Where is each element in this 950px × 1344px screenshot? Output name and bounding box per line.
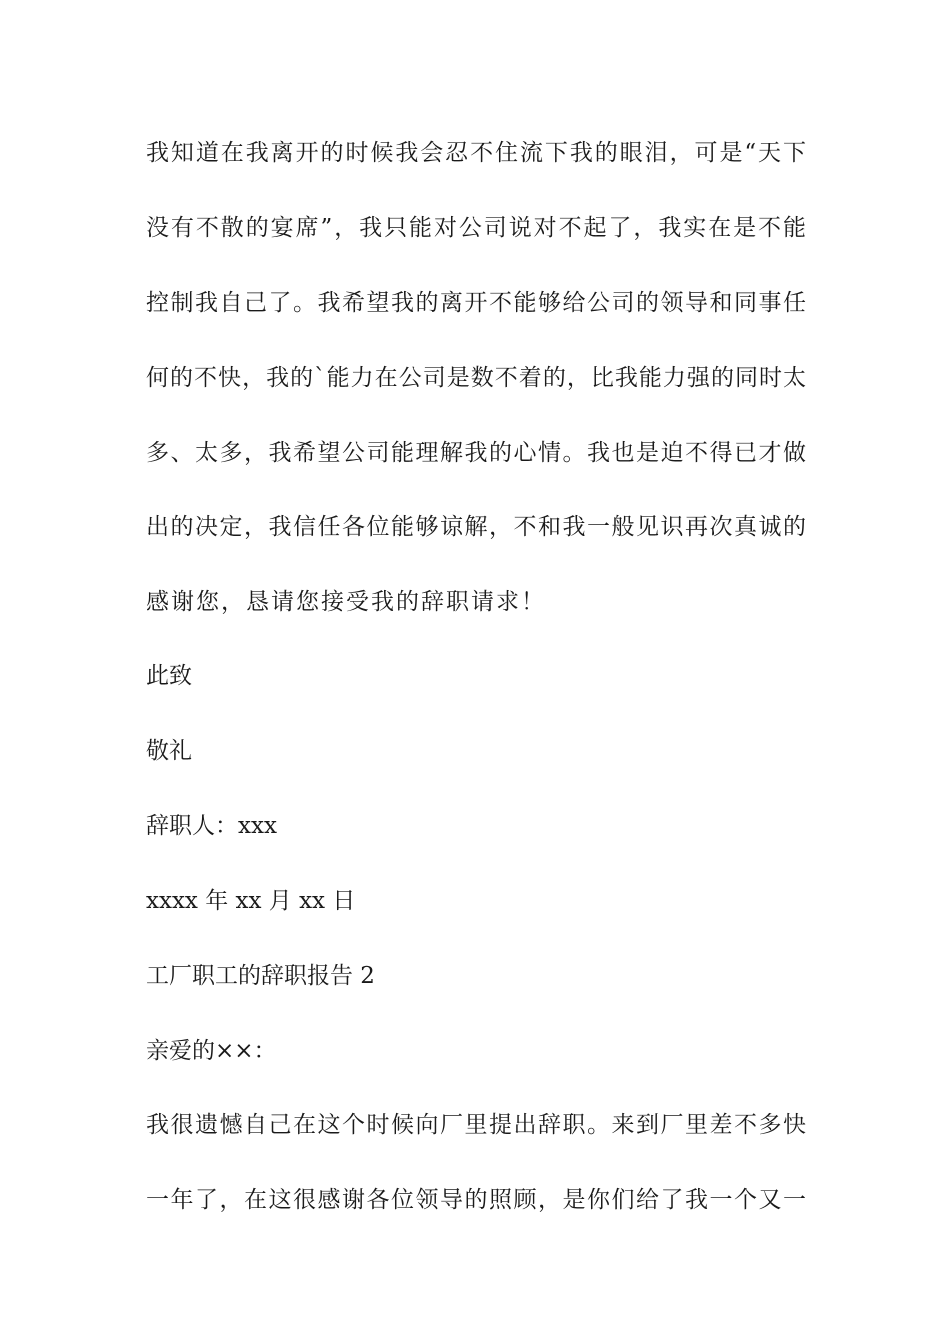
- paragraph-line: 没有不散的宴席”，我只能对公司说对不起了，我实在是不能: [146, 215, 806, 241]
- closing-text: 此致: [146, 663, 192, 689]
- section-title: 工厂职工的辞职报告 2: [146, 963, 375, 989]
- date-text: xxxx 年 xx 月 xx 日: [146, 888, 356, 914]
- paragraph-line: 一年了，在这很感谢各位领导的照顾，是你们给了我一个又一: [146, 1187, 806, 1213]
- paragraph-line: 感谢您，恳请您接受我的辞职请求！: [146, 589, 546, 615]
- paragraph-line: 控制我自己了。我希望我的离开不能够给公司的领导和同事任: [146, 290, 806, 316]
- paragraph-line: 出的决定，我信任各位能够谅解，不和我一般见识再次真诚的: [146, 514, 806, 540]
- greeting-text: 亲爱的××：: [146, 1038, 277, 1064]
- paragraph-line: 多、太多，我希望公司能理解我的心情。我也是迫不得已才做: [146, 440, 806, 466]
- salute-text: 敬礼: [146, 738, 192, 764]
- paragraph-line: 何的不快，我的`能力在公司是数不着的，比我能力强的同时太: [146, 365, 806, 391]
- paragraph-line: 我很遗憾自己在这个时候向厂里提出辞职。来到厂里差不多快: [146, 1112, 806, 1138]
- signer-text: 辞职人：xxx: [146, 813, 277, 839]
- paragraph-line: 我知道在我离开的时候我会忍不住流下我的眼泪，可是“天下: [146, 140, 806, 166]
